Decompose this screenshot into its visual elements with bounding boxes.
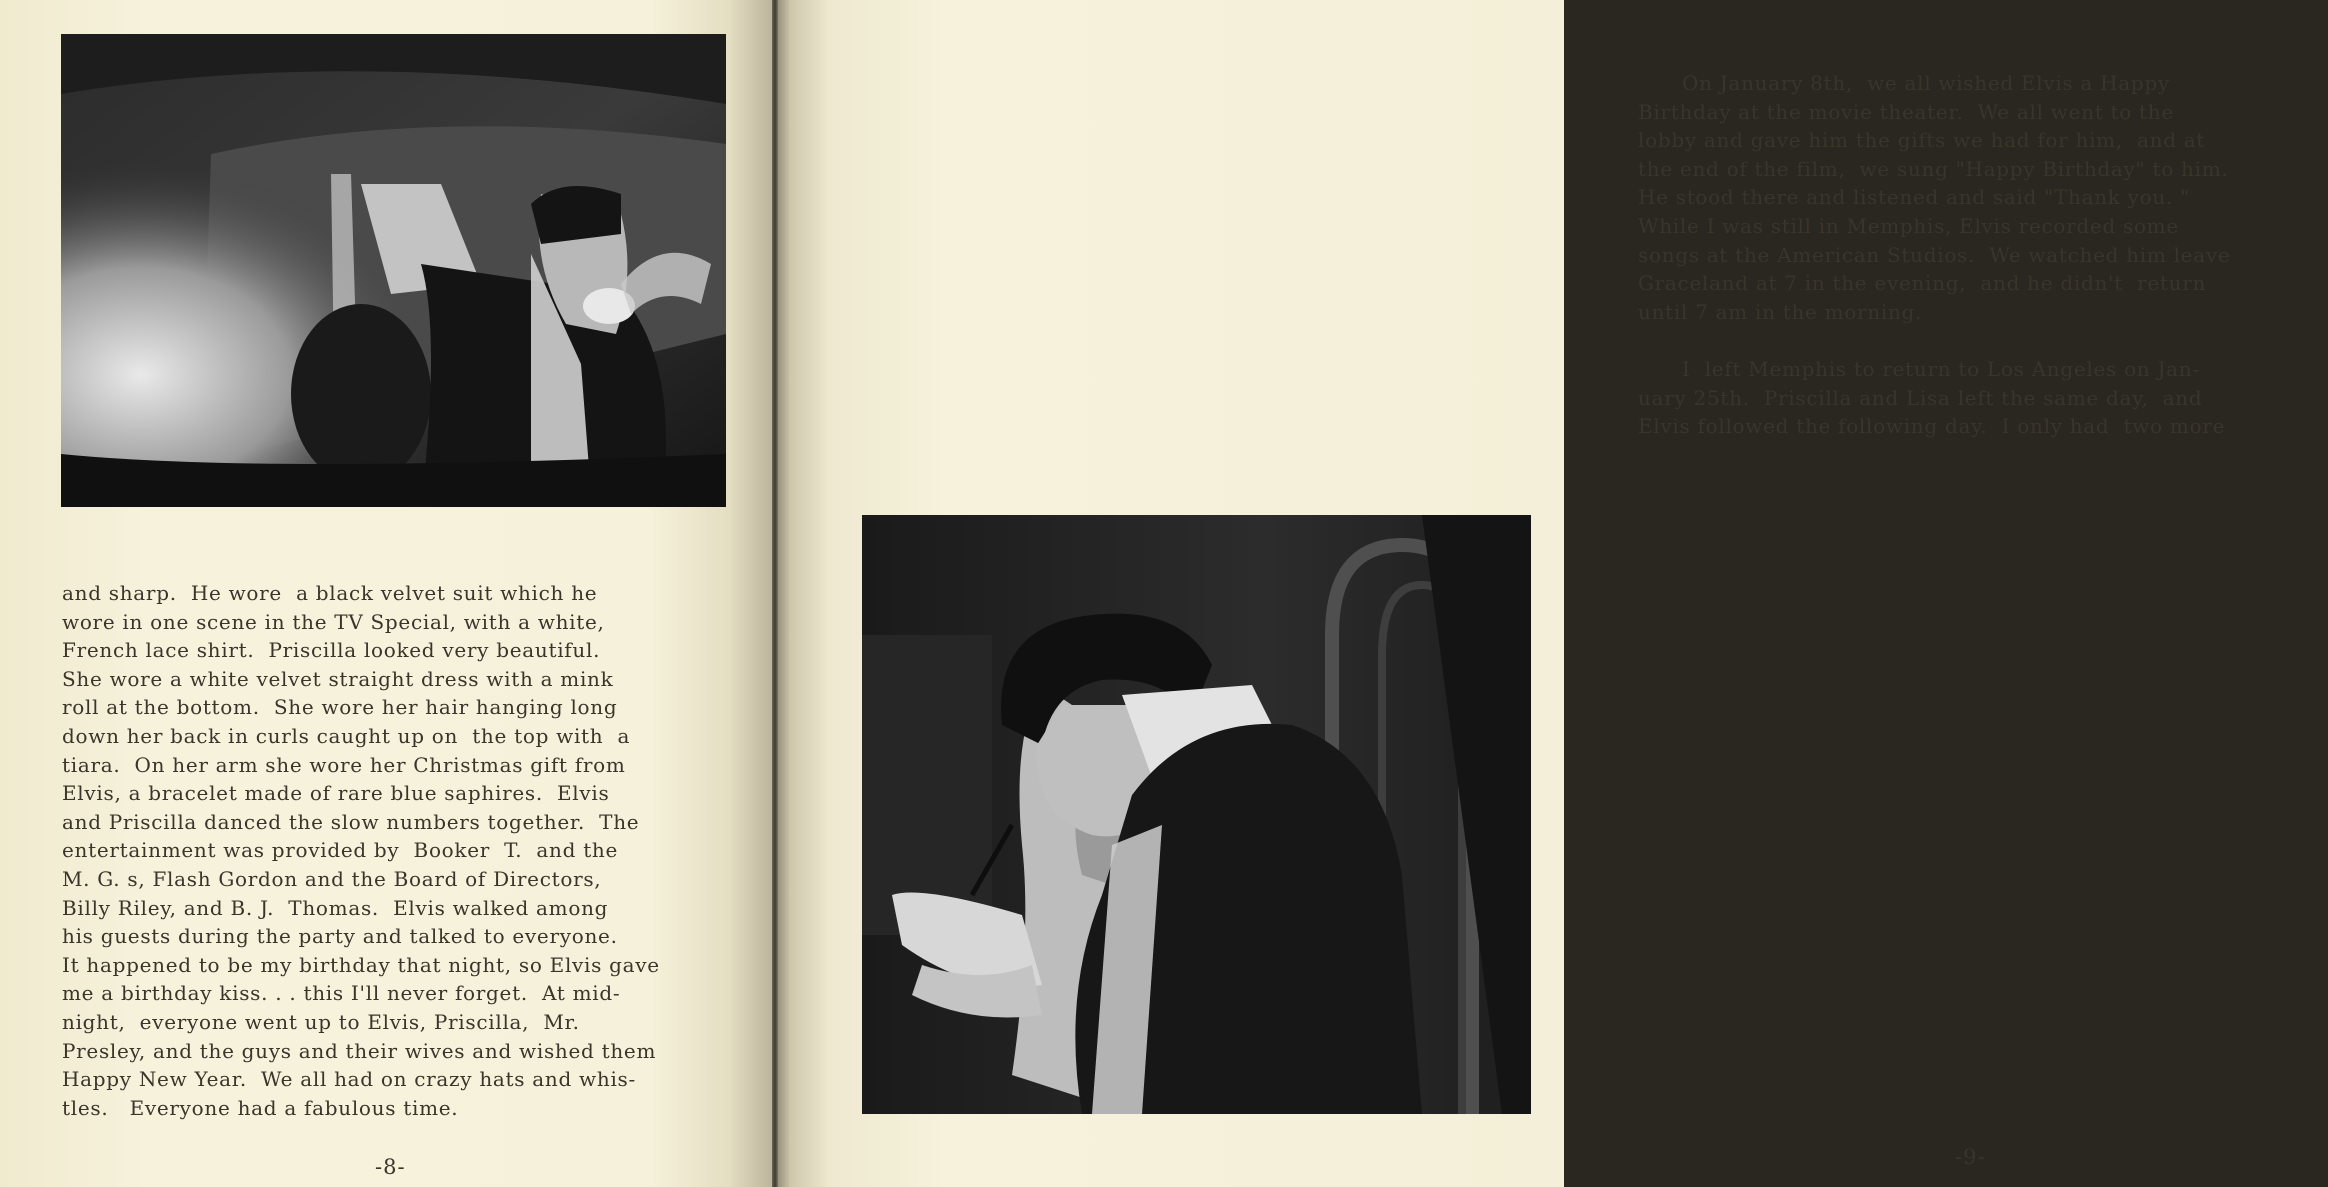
text-line: his guests during the party and talked to everyone. (62, 924, 618, 949)
right-page-paragraph-1 (1638, 69, 2328, 326)
left-page-body-text (62, 579, 762, 1122)
text-line: It happened to be my birthday that night, so Elvis gave (62, 952, 660, 977)
text-line: French lace shirt. Priscilla looked very beautiful. (62, 638, 601, 663)
text-line: me a birthday kiss. . . this I'll never forget. At mid- (62, 981, 621, 1006)
photo-man-signing-autograph (862, 515, 1531, 1114)
left-page (0, 0, 775, 1187)
text-line: tles. Everyone had a fabulous time. (62, 1095, 459, 1120)
photo-man-in-car (61, 34, 726, 507)
text-line: roll at the bottom. She wore her hair hanging long (62, 695, 618, 720)
text-line: and sharp. He wore a black velvet suit which he (62, 581, 598, 605)
page-number-left: -8- (375, 1155, 406, 1179)
text-line: uary 25th. Priscilla and Lisa left the same day, and (1638, 385, 2203, 410)
text-line: M. G. s, Flash Gordon and the Board of Directors, (62, 866, 602, 891)
text-line: wore in one scene in the TV Special, with a white, (62, 609, 605, 634)
text-line: Birthday at the movie theater. We all went to the (1638, 99, 2174, 124)
text-line: On January 8th, we all wished Elvis a Happy (1682, 71, 2170, 95)
text-line: down her back in curls caught up on the top with a (62, 723, 631, 748)
text-line: and Priscilla danced the slow numbers together. The (62, 809, 640, 834)
page-number-right: -9- (1955, 1145, 1986, 1169)
photo-man-signing-autograph-image (862, 515, 1531, 1114)
text-line: Elvis, a bracelet made of rare blue saphires. Elvis (62, 781, 610, 806)
right-page-paragraph-2 (1638, 355, 2328, 441)
text-line: Happy New Year. We all had on crazy hats and whis- (62, 1067, 636, 1092)
text-line: Presley, and the guys and their wives and wished them (62, 1038, 657, 1063)
text-line: until 7 am in the morning. (1638, 299, 1923, 324)
photo-man-in-car-image (61, 34, 726, 507)
text-line: I left Memphis to return to Los Angeles on Jan- (1682, 357, 2200, 381)
text-line: songs at the American Studios. We watched him leave (1638, 242, 2231, 267)
text-line: lobby and gave him the gifts we had for him, and at (1638, 128, 2206, 153)
text-line: tiara. On her arm she wore her Christmas gift from (62, 752, 626, 777)
text-line: While I was still in Memphis, Elvis recorded some (1638, 213, 2179, 238)
text-line: Elvis followed the following day. I only had two more (1638, 414, 2226, 439)
text-line: the end of the film, we sung "Happy Birthday" to him. (1638, 156, 2229, 181)
text-line: Billy Riley, and B. J. Thomas. Elvis walked among (62, 895, 609, 920)
text-line: She wore a white velvet straight dress with a mink (62, 666, 614, 691)
text-line: entertainment was provided by Booker T. and the (62, 838, 619, 863)
text-line: Graceland at 7 in the evening, and he didn't return (1638, 271, 2207, 296)
book-gutter (772, 0, 778, 1187)
text-line: night, everyone went up to Elvis, Priscilla, Mr. (62, 1009, 580, 1034)
text-line: He stood there and listened and said "Thank you. " (1638, 185, 2191, 210)
